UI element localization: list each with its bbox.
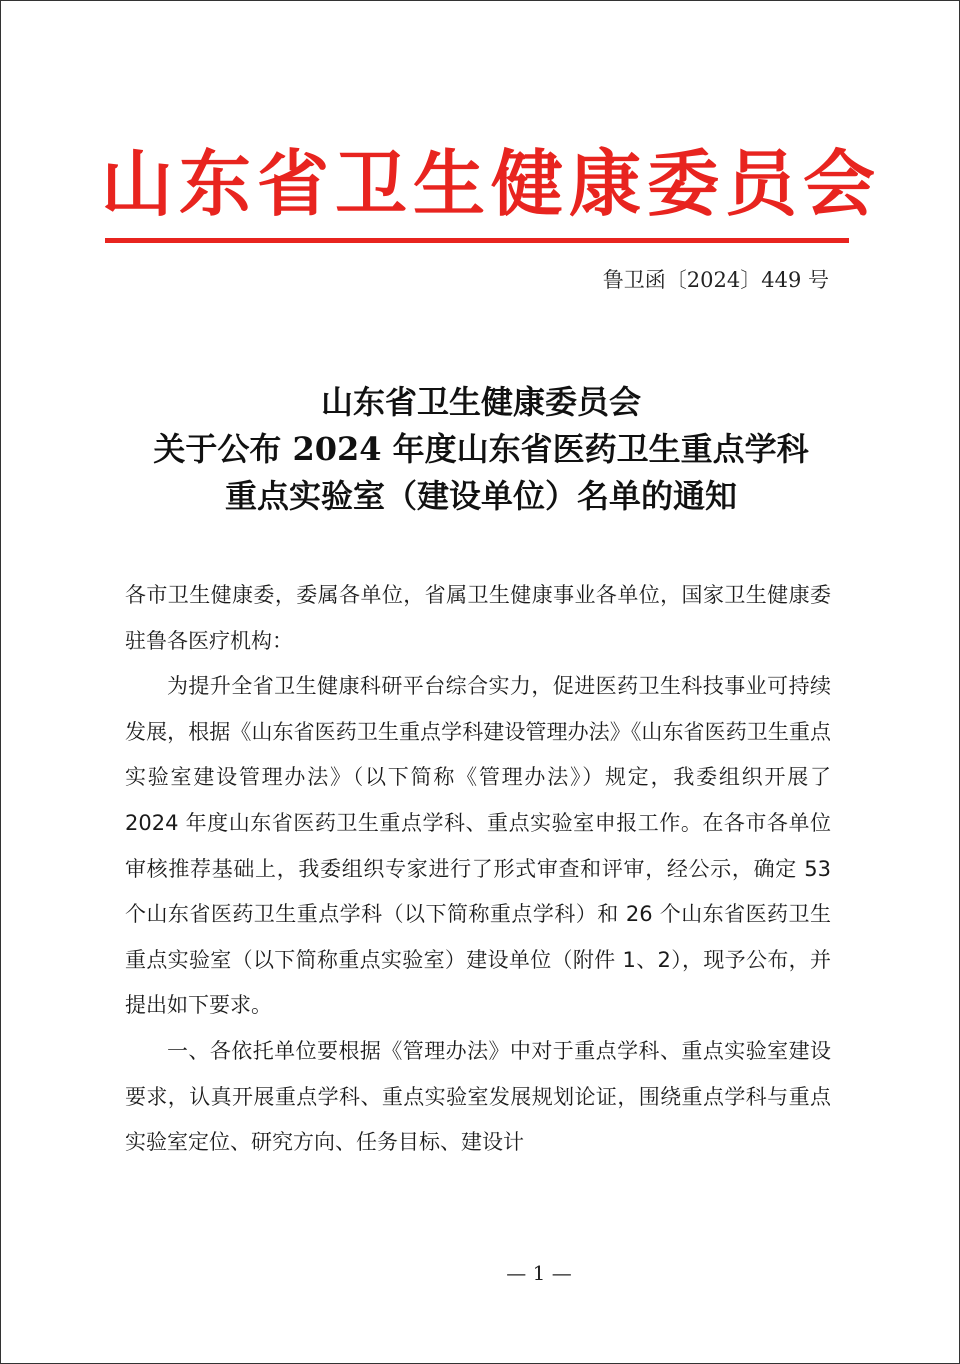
title-line-3: 重点实验室（建设单位）名单的通知 [224, 477, 737, 515]
document-number: 鲁卫函〔2024〕449 号 [602, 268, 829, 292]
page-number: — 1 — [506, 1261, 572, 1285]
document-title [81, 379, 881, 520]
body-paragraph-2: 一、各依托单位要根据《管理办法》中对于重点学科、重点实验室建设要求，认真开展重点学科、重点实验室发展规划论证，围绕重点学科与重点实验室定位、研究方向、任务目标、建设计 [125, 1038, 831, 1155]
letterhead-org-name: 山东省卫生健康委员会 [101, 141, 882, 226]
body-paragraph-1: 为提升全省卫生健康科研平台综合实力，促进医药卫生科技事业可持续发展，根据《山东省医药卫生重点学科建设管理办法》《山东省医药卫生重点实验室建设管理办法》（以下简称《管理办法》）规定，我委组织开展了 2024 年度山东省医药卫生重点学科、重点实验室申报工作。在各市各单位审核推荐基础上，我委组织专家进行了形式审查和评审，经公示，确定 53 个山东省医药卫生重点学科（以下简称重点学科）和 26 个山东省医药卫生重点实验室（以下简称重点实验室）建设单位（附件 1、2），现予公布，并提出如下要求。 [125, 674, 831, 1018]
title-line-2: 关于公布 2024 年度山东省医药卫生重点学科 [153, 430, 809, 468]
letterhead-red-rule [105, 238, 849, 243]
title-line-1: 山东省卫生健康委员会 [320, 383, 641, 421]
page-number-footer [1, 1258, 959, 1288]
addressee-paragraph: 各市卫生健康委，委属各单位，省属卫生健康事业各单位，国家卫生健康委驻鲁各医疗机构： [125, 583, 831, 653]
document-body [125, 573, 831, 1166]
